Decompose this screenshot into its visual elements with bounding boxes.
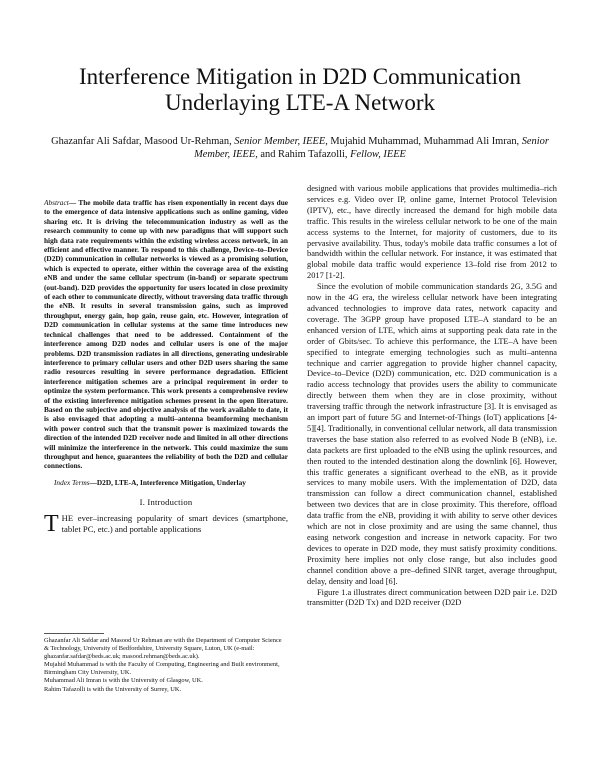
abstract-text: The mobile data traffic has risen exponentially in recent days due to the emergence of data intensive applications such as online gaming, video sharing etc. It is driving the telecommunication industry as well as the research community to come up with new paradigms that will support such high data rate requirements within the existing wireless access network, in an efficient and effective manner. To respond to this challenge, Device–to–Device (D2D) communication in cellular networks is viewed as a promising solution, which is expected to operate, either within the coverage area of the existing eNB and under the same cellular spectrum (in-band) or separate spectrum (out-band). D2D provides the opportunity for users located in close proximity of each other to communicate directly, without traversing data traffic through the eNB. It results in several transmission gains, such as improved throughput, energy gain, hop gain, reuse gain, etc. However, integration of D2D communication in cellular systems at the same time introduces new technical challenges that need to be addressed. Containment of the interference among D2D nodes and cellular users is one of the major problems. D2D transmission radiates in all directions, generating undesirable interference to primary cellular users and other D2D users sharing the same radio resources resulting in severe performance degradation. Efficient interference mitigation schemes are a principal requirement in order to optimize the system performance. This work presents a comprehensive review of the existing interference mitigation schemes present in the open literature. Based on the subjective and objective analysis of the work available to date, it is also envisaged that adopting a multi–antenna beamforming mechanism with power control such that the transmit power is maximized towards the direction of the intended D2D receiver node and limited in all other directions will minimize the interference in the network. This could maximize the sum throughput and hence, guarantees the reliability of both the D2D and cellular connections.: [44, 198, 288, 471]
index-terms-text: —D2D, LTE-A, Interference Mitigation, Underlay: [89, 477, 246, 487]
author-affil-italic: Senior Member, IEEE,: [194, 136, 549, 160]
footnote: Mujahid Muhammad is with the Faculty of Computing, Engineering and Built environment, Birmingham City University, UK.: [44, 661, 280, 677]
footnotes: [44, 633, 288, 694]
intro-text: HE ever–increasing popularity of smart devices (smartphone, tablet PC, etc.) and portable applications: [61, 512, 288, 534]
author-text: Mujahid Muhammad, Muhammad Ali Imran,: [327, 136, 522, 147]
drop-cap: T: [44, 510, 59, 537]
footnote: Ghazanfar Ali Safdar and Masood Ur Rehman are with the Department of Computer Science & Technology, University of Bedfordshire, University Square, Luton, UK (e-mail: ghazanfar.safdar@beds.ac.uk; masood.rehman@beds.ac.uk).: [44, 637, 282, 661]
author-text: Ghazanfar Ali Safdar, Masood Ur-Rehman,: [51, 136, 235, 147]
body-paragraph: designed with various mobile applications that provides multimedia–rich services e.g. Video over IP, online game, Internet Protocol Television (IPTV), etc., have directly increased the demand for high mobile data traffic. This results in the wireless cellular network to be one of the main access systems to the Internet, for majority of customers, due to its pervasive availability. Thus, today's mobile data traffic consumes a lot of bandwidth within the cellular network. For instance, it was estimated that global mobile data traffic would experience 13–fold rise from 2012 to 2017 [1-2].: [307, 184, 557, 281]
intro-paragraph: [44, 510, 288, 537]
author-affil-italic: Senior Member, IEEE,: [234, 136, 328, 147]
abstract-label: Abstract: [44, 198, 69, 207]
right-column: [307, 184, 557, 609]
left-column: [44, 198, 288, 537]
footnote: Rahim Tafazolli is with the University of Surrey, UK.: [44, 685, 182, 693]
abstract-dash: —: [68, 198, 79, 207]
index-terms-label: Index Terms: [54, 477, 90, 487]
footnote: Muhammad Ali Imran is with the University of Glasgow, UK.: [44, 677, 203, 685]
author-list: [40, 135, 560, 161]
author-text: and Rahim Tafazolli,: [257, 149, 351, 160]
author-affil-italic: Fellow, IEEE: [350, 149, 406, 160]
paper-title: Interference Mitigation in D2D Communication Underlaying LTE-A Network: [79, 64, 521, 115]
body-paragraph: Since the evolution of mobile communication standards 2G, 3.5G and now in the 4G era, the wireless cellular network have been integrating advanced technologies to improve data rates, network capacity and coverage. The 3GPP group have proposed LTE–A standard to be an enhanced version of LTE, which aims at supporting peak data rate in the order of Gbits/sec. To achieve this performance, the LTE–A have been specified to integrate emerging technologies such as multi–antenna technique and carrier aggregation to provide higher channel capacity, Device–to–Device (D2D) communication, etc. D2D communication is a radio access technology that provides users the ability to communicate directly between them when they are in close proximity, without traversing traffic through the network infrastructure [3]. It is envisaged as an import part of future 5G and Internet-of-Things (IoT) applications [4-5][4]. Traditionally, in conventional cellular network, all data transmission traverses the base station also referred to as evolved Node B (eNB), i.e. data packets are first uploaded to the eNB using the uplink resources, and then routed to the intended destination along the downlink [6]. However, this traffic generates a significant overhead to the eNB, as it provide services to many mobile users. With the implementation of D2D, data transmission can follow a direct communication channel, established between two devices that are in close proximity. This therefore, offload data traffic from the eNB, providing it with ability to serve other devices which are not in close proximity and are using the same channel, thus easing network congestion and increase in network capacity. For two devices to operate in D2D mode, they must satisfy proximity conditions. Proximity here implies not only close range, but also includes good channel condition above a pre–defined SINR target, average throughput, delay, density and load [6].: [307, 282, 557, 586]
index-terms: [44, 478, 288, 487]
footnote-rule: [44, 633, 104, 634]
section-heading: I. Introduction: [139, 497, 193, 508]
abstract: [44, 198, 288, 471]
body-paragraph: Figure 1.a illustrates direct communication between D2D pair i.e. D2D transmitter (D2D Tx) and D2D receiver (D2D: [307, 587, 557, 608]
